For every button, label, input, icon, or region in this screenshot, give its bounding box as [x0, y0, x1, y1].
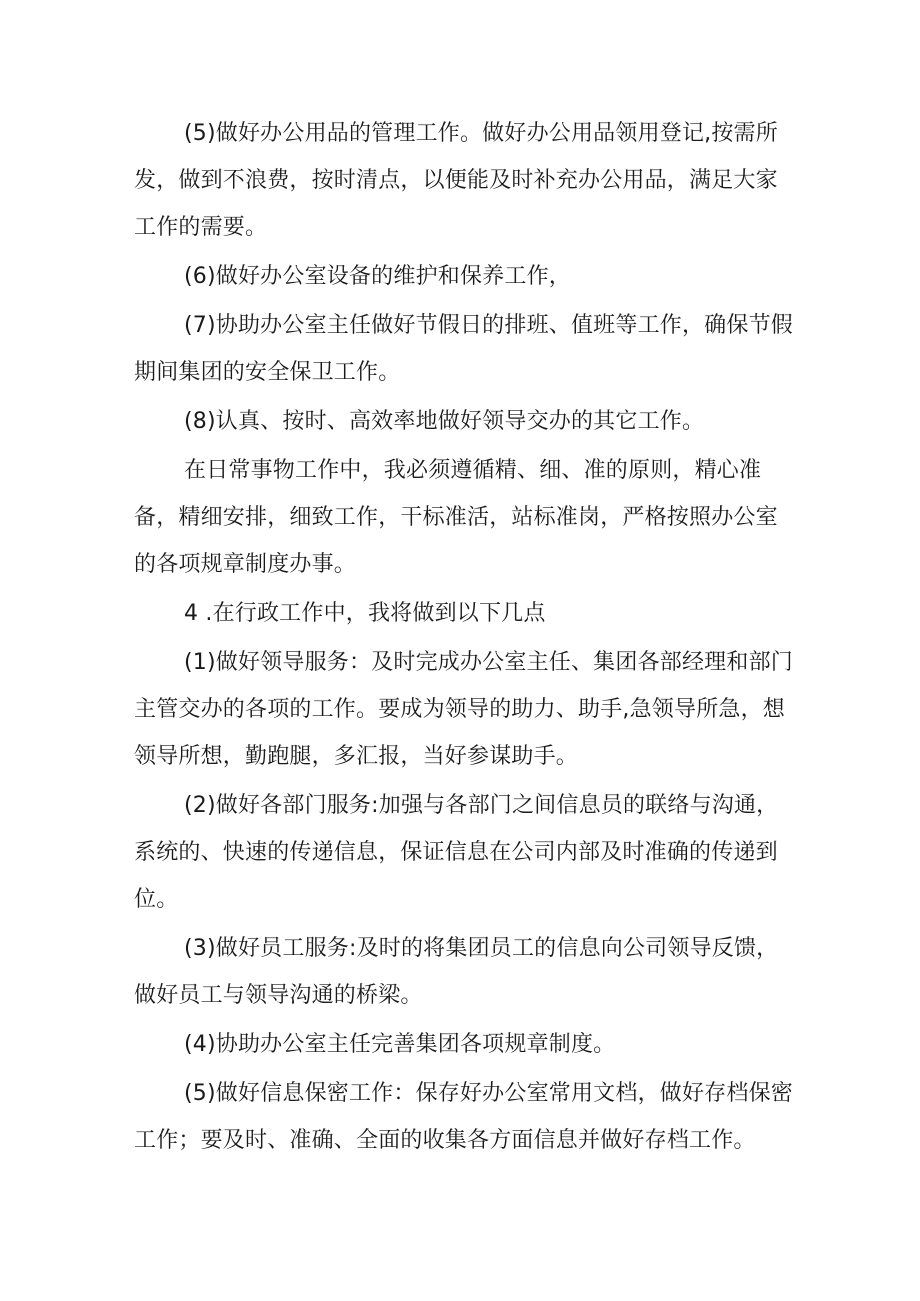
document-body [134, 110, 798, 1164]
paragraph-other-tasks: (8)认真、按时、高效率地做好领导交办的其它工作。 [184, 409, 705, 434]
paragraph-department-service: (2)做好各部门服务:加强与各部门之间信息员的联络与沟通，系统的、快速的传递信息，保证信息在公司内部及时准确的传递到位。 [134, 793, 779, 912]
paragraph-leader-service: (1)做好领导服务：及时完成办公室主任、集团各部经理和部门主管交办的各项的工作。要成为领导的助力、助手,急领导所急，想领导所想，勤跑腿，多汇报，当好参谋助手。 [134, 650, 793, 769]
paragraph-staff-service: (3)做好员工服务:及时的将集团员工的信息向公司领导反馈，做好员工与领导沟通的桥梁。 [134, 936, 779, 1008]
paragraph-holiday-duty: (7)协助办公室主任做好节假日的排班、值班等工作，确保节假期间集团的安全保卫工作。 [134, 313, 793, 385]
paragraph-regulations: (4)协助办公室主任完善集团各项规章制度。 [184, 1032, 616, 1057]
paragraph-equipment-maintenance: (6)做好办公室设备的维护和保养工作， [184, 264, 571, 289]
paragraph-confidentiality: (5)做好信息保密工作：保存好办公室常用文档，做好存档保密工作；要及时、准确、全面的收集各方面信息并做好存档工作。 [134, 1081, 793, 1153]
paragraph-daily-work-principles: 在日常事物工作中，我必须遵循精、细、准的原则，精心准备，精细安排，细致工作，干标准活，站标准岗，严格按照办公室的各项规章制度办事。 [134, 458, 778, 577]
paragraph-office-supplies: (5)做好办公用品的管理工作。做好办公用品领用登记,按需所发，做到不浪费，按时清点，以便能及时补充办公用品，满足大家工作的需要。 [134, 121, 778, 240]
paragraph-admin-heading: 4 .在行政工作中，我将做到以下几点 [184, 601, 546, 626]
